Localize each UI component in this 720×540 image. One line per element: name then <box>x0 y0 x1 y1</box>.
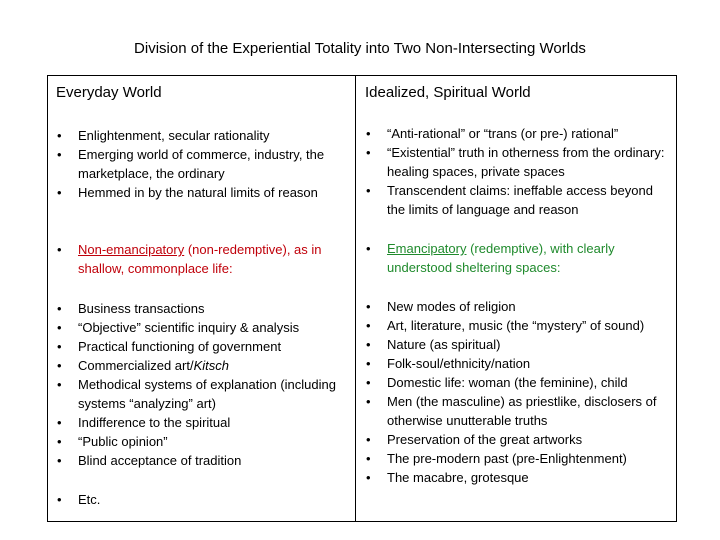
emancipatory-item <box>365 239 673 277</box>
list-item: • Emerging world of commerce, industry, the marketplace, the ordinary <box>56 145 348 183</box>
comparison-table <box>47 75 677 522</box>
emancipatory-term: Emancipatory <box>387 241 467 256</box>
list-item: • The macabre, grotesque <box>365 468 673 487</box>
list-item: • Men (the masculine) as priestlike, disclosers of otherwise unutterable truths <box>365 392 673 430</box>
list-item: • Folk-soul/ethnicity/nation <box>365 354 673 373</box>
spiritual-world-header: Idealized, Spiritual World <box>365 84 531 101</box>
emancipatory-description: (redemptive), with clearly understood sheltering spaces: <box>387 241 615 275</box>
non-emancipatory-term: Non-emancipatory <box>78 242 185 257</box>
list-item: • “Anti-rational” or “trans (or pre-) rational” <box>365 124 673 143</box>
spiritual-examples-list <box>365 297 673 487</box>
list-item: • Hemmed in by the natural limits of reason <box>56 183 348 202</box>
list-item: • “Existential” truth in otherness from the ordinary: healing spaces, private spaces <box>365 143 673 181</box>
list-item: • Preservation of the great artworks <box>365 430 673 449</box>
list-item: • New modes of religion <box>365 297 673 316</box>
list-item: • The pre-modern past (pre-Enlightenment) <box>365 449 673 468</box>
everyday-world-header: Everyday World <box>56 84 162 101</box>
list-item: • Etc. <box>56 490 348 509</box>
everyday-emphasis-list <box>56 240 348 278</box>
everyday-traits-list <box>56 126 348 202</box>
spiritual-traits-list <box>365 124 673 219</box>
kitsch-prefix: Commercialized art/ <box>78 358 194 373</box>
list-item: • Methodical systems of explanation (including systems “analyzing” art) <box>56 375 348 413</box>
list-item: • Blind acceptance of tradition <box>56 451 348 470</box>
everyday-world-column <box>48 76 356 521</box>
non-emancipatory-description: (non-redemptive), as in shallow, commonplace life: <box>78 242 322 276</box>
list-item: • Practical functioning of government <box>56 337 348 356</box>
kitsch-term: Kitsch <box>193 358 229 373</box>
spiritual-world-column <box>356 76 676 521</box>
list-item: • “Public opinion” <box>56 432 348 451</box>
list-item: • Indifference to the spiritual <box>56 413 348 432</box>
list-item: • Enlightenment, secular rationality <box>56 126 348 145</box>
list-item: • “Objective” scientific inquiry & analysis <box>56 318 348 337</box>
list-item: • Business transactions <box>56 299 348 318</box>
list-item <box>56 356 348 375</box>
slide-title: Division of the Experiential Totality into Two Non-Intersecting Worlds <box>134 40 586 57</box>
list-item: • Transcendent claims: ineffable access beyond the limits of language and reason <box>365 181 673 219</box>
list-item: • Nature (as spiritual) <box>365 335 673 354</box>
spiritual-emphasis-list <box>365 239 673 277</box>
everyday-etc-list <box>56 490 348 509</box>
list-item: • Art, literature, music (the “mystery” of sound) <box>365 316 673 335</box>
non-emancipatory-item <box>56 240 348 278</box>
everyday-examples-list <box>56 299 348 470</box>
list-item: • Domestic life: woman (the feminine), child <box>365 373 673 392</box>
